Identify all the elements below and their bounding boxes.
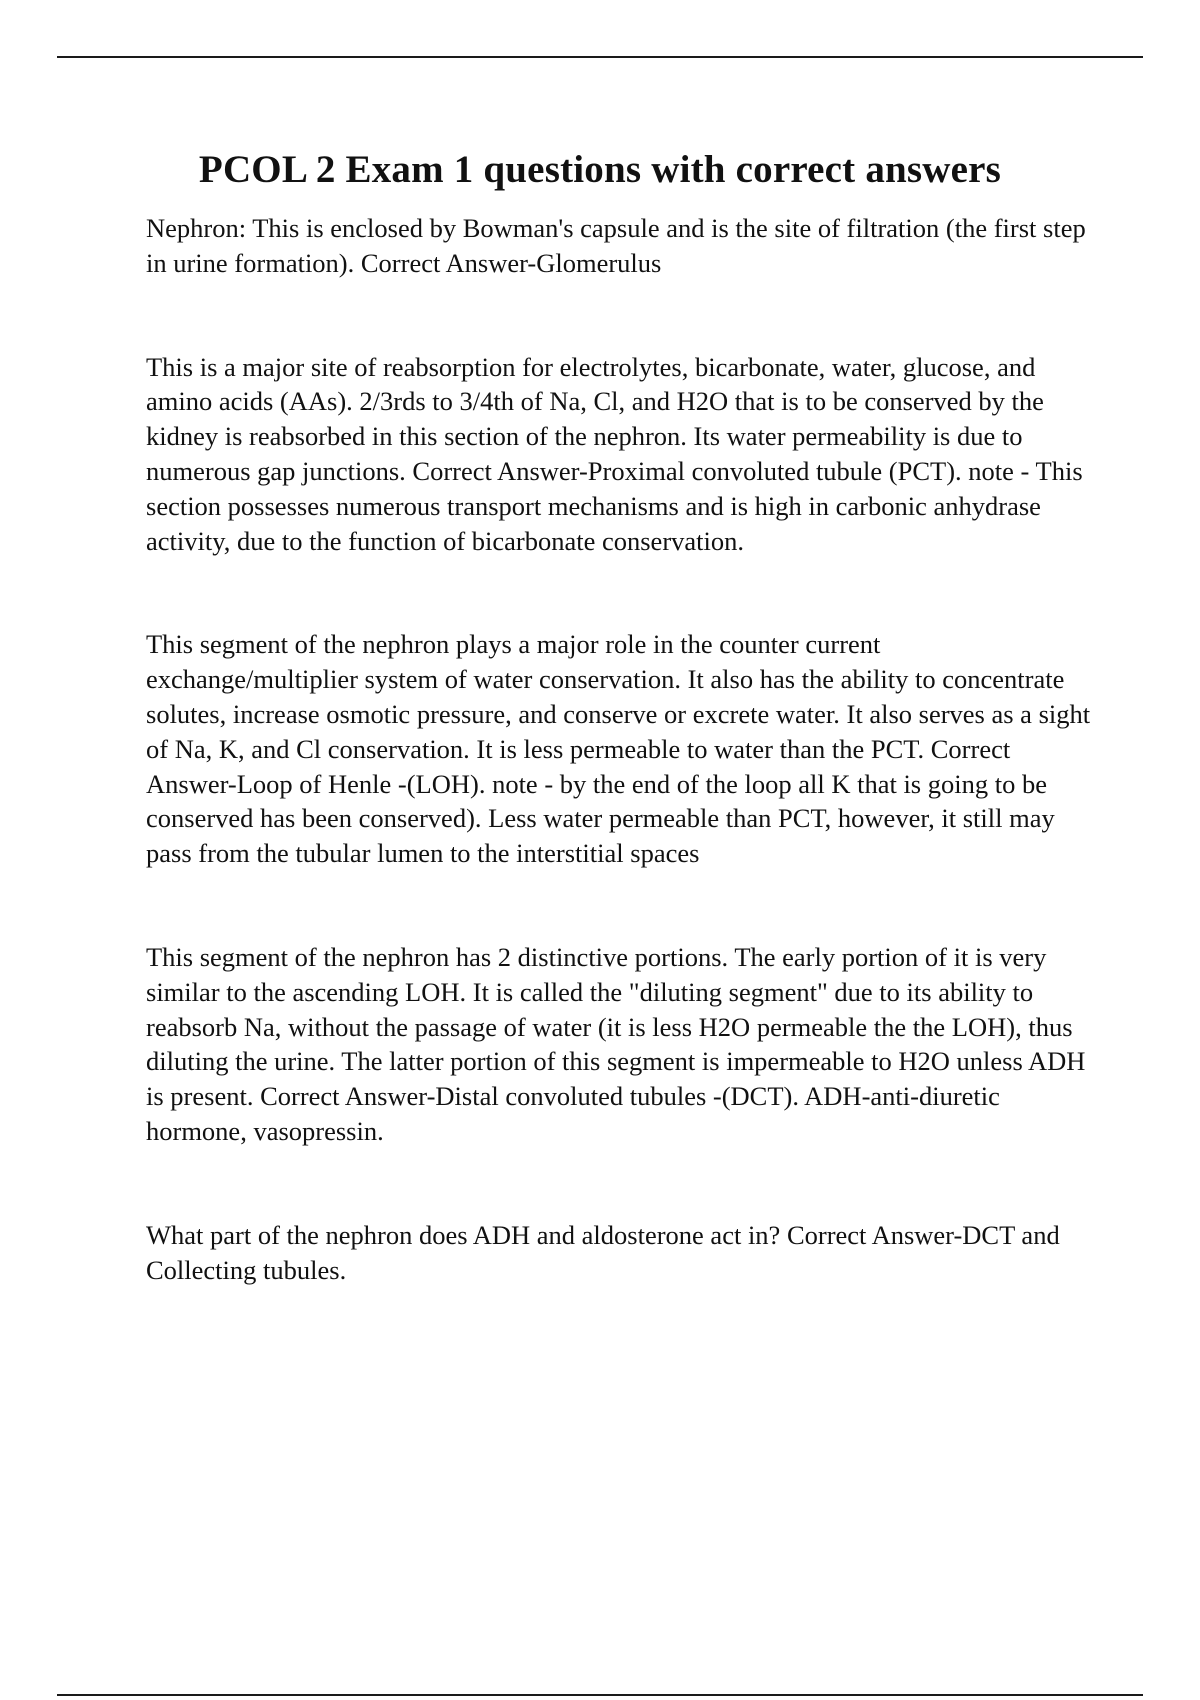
qa-entry-loop-of-henle: This segment of the nephron plays a major role in the counter current exchange/multiplier system of water conservation. It also has the ability to concentrate solutes, increase osmotic pressure, and conserve or excrete water. It also serves as a sight of Na, K, and Cl conservation. It is less permeable to water than the PCT. Correct Answer-Loop of Henle -(LOH). note - by the end of the loop all K that is going to be conserved has been conserved). Less water permeable than PCT, however, it still may pass from the tubular lumen to the interstitial spaces: [146, 629, 1091, 869]
page-title: PCOL 2 Exam 1 questions with correct answers: [198, 148, 1002, 191]
qa-entry-glomerulus: Nephron: This is enclosed by Bowman's capsule and is the site of filtration (the first step in urine formation). Correct Answer-Glomerulus: [146, 213, 1086, 278]
bottom-divider: [57, 1694, 1143, 1696]
qa-list: [146, 211, 1096, 1356]
qa-entry-adh-aldosterone: What part of the nephron does ADH and aldosterone act in? Correct Answer-DCT and Collecting tubules.: [146, 1219, 1060, 1285]
top-divider: [57, 56, 1143, 58]
qa-entry-distal-tubule: This segment of the nephron has 2 distinctive portions. The early portion of it is very similar to the ascending LOH. It is called the "diluting segment" due to its ability to reabsorb Na, without the passage of water (it is less H2O permeable the the LOH), thus diluting the urine. The latter portion of this segment is impermeable to H2O unless ADH is present. Correct Answer-Distal convoluted tubules -(DCT). ADH-anti-diuretic hormone, vasopressin.: [146, 941, 1086, 1146]
qa-entry-proximal-tubule: This is a major site of reabsorption for electrolytes, bicarbonate, water, glucose, and amino acids (AAs). 2/3rds to 3/4th of Na, Cl, and H2O that is to be conserved by the kidney is reabsorbed in this section of the nephron. Its water permeability is due to numerous gap junctions. Correct Answer-Proximal convoluted tubule (PCT). note - This section possesses numerous transport mechanisms and is high in carbonic anhydrase activity, due to the function of bicarbonate conservation.: [146, 351, 1083, 556]
